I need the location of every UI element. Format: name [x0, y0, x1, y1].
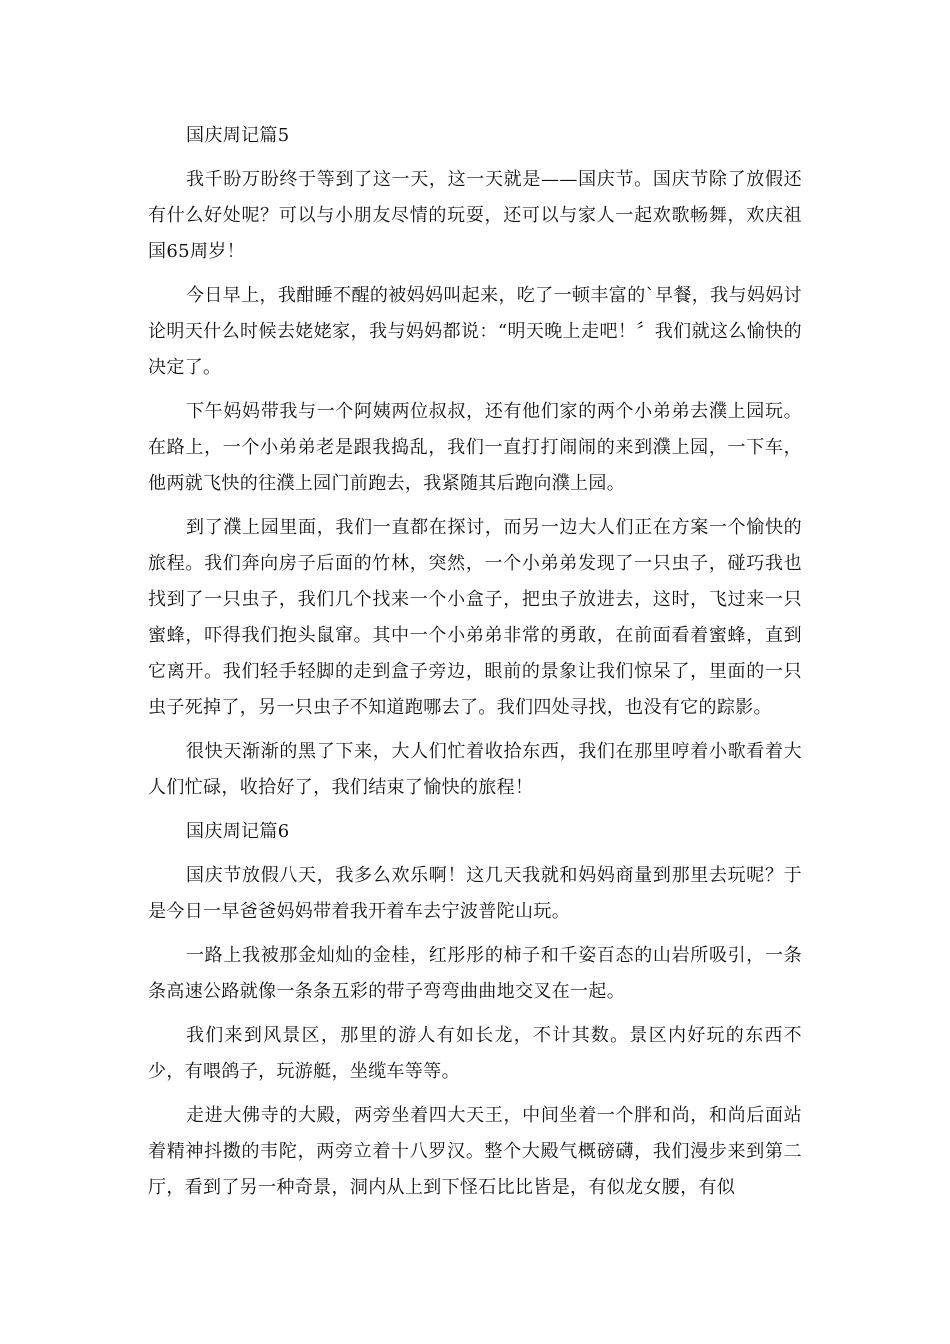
paragraph: 到了濮上园里面，我们一直都在探讨，而另一边大人们正在方案一个愉快的旅程。我们奔向房子后面的竹林，突然，一个小弟弟发现了一只虫子，碰巧我也找到了一只虫子，我们几个找来一个小盒子，把虫子放进去，这时，飞过来一只蜜蜂，吓得我们抱头鼠窜。其中一个小弟弟非常的勇敢，在前面看着蜜蜂，直到它离开。我们轻手轻脚的走到盒子旁边，眼前的景象让我们惊呆了，里面的一只虫子死掉了，另一只虫子不知道跑哪去了。我们四处寻找，也没有它的踪影。 [148, 517, 802, 718]
paragraph: 国庆节放假八天，我多么欢乐啊！这几天我就和妈妈商量到那里去玩呢？于是今日一早爸爸妈妈带着我开着车去宁波普陀山玩。 [148, 865, 802, 922]
document-page [148, 118, 802, 1214]
paragraph: 很快天渐渐的黑了下来，大人们忙着收拾东西，我们在那里哼着小歌看着大人们忙碌，收拾好了，我们结束了愉快的旅程！ [148, 741, 802, 798]
section-5 [148, 118, 802, 806]
paragraph: 一路上我被那金灿灿的金桂，红彤彤的柿子和千姿百态的山岩所吸引，一条条高速公路就像一条条五彩的带子弯弯曲曲地交叉在一起。 [148, 945, 802, 1002]
paragraph: 今日早上，我酣睡不醒的被妈妈叫起来，吃了一顿丰富的`早餐，我与妈妈讨论明天什么时候去姥姥家，我与妈妈都说：“明天晚上走吧！〞我们就这么愉快的决定了。 [148, 285, 802, 378]
section-title: 国庆周记篇5 [186, 125, 290, 146]
paragraph: 下午妈妈带我与一个阿姨两位叔叔，还有他们家的两个小弟弟去濮上园玩。在路上，一个小弟弟老是跟我捣乱，我们一直打打闹闹的来到濮上园，一下车，他两就飞快的往濮上园门前跑去，我紧随其后跑向濮上园。 [148, 401, 802, 494]
paragraph: 走进大佛寺的大殿，两旁坐着四大天王，中间坐着一个胖和尚，和尚后面站着精神抖擞的韦陀，两旁立着十八罗汉。整个大殿气概磅礴，我们漫步来到第二厅，看到了另一种奇景，洞内从上到下怪石比比皆是，有似龙女腰，有似 [148, 1105, 802, 1198]
section-6 [148, 814, 802, 1206]
paragraph: 我们来到风景区，那里的游人有如长龙，不计其数。景区内好玩的东西不少，有喂鸽子，玩游艇，坐缆车等等。 [148, 1025, 802, 1082]
paragraph: 我千盼万盼终于等到了这一天，这一天就是——国庆节。国庆节除了放假还有什么好处呢？可以与小朋友尽情的玩耍，还可以与家人一起欢歌畅舞，欢庆祖国65周岁！ [148, 169, 802, 262]
section-title: 国庆周记篇6 [186, 821, 290, 842]
